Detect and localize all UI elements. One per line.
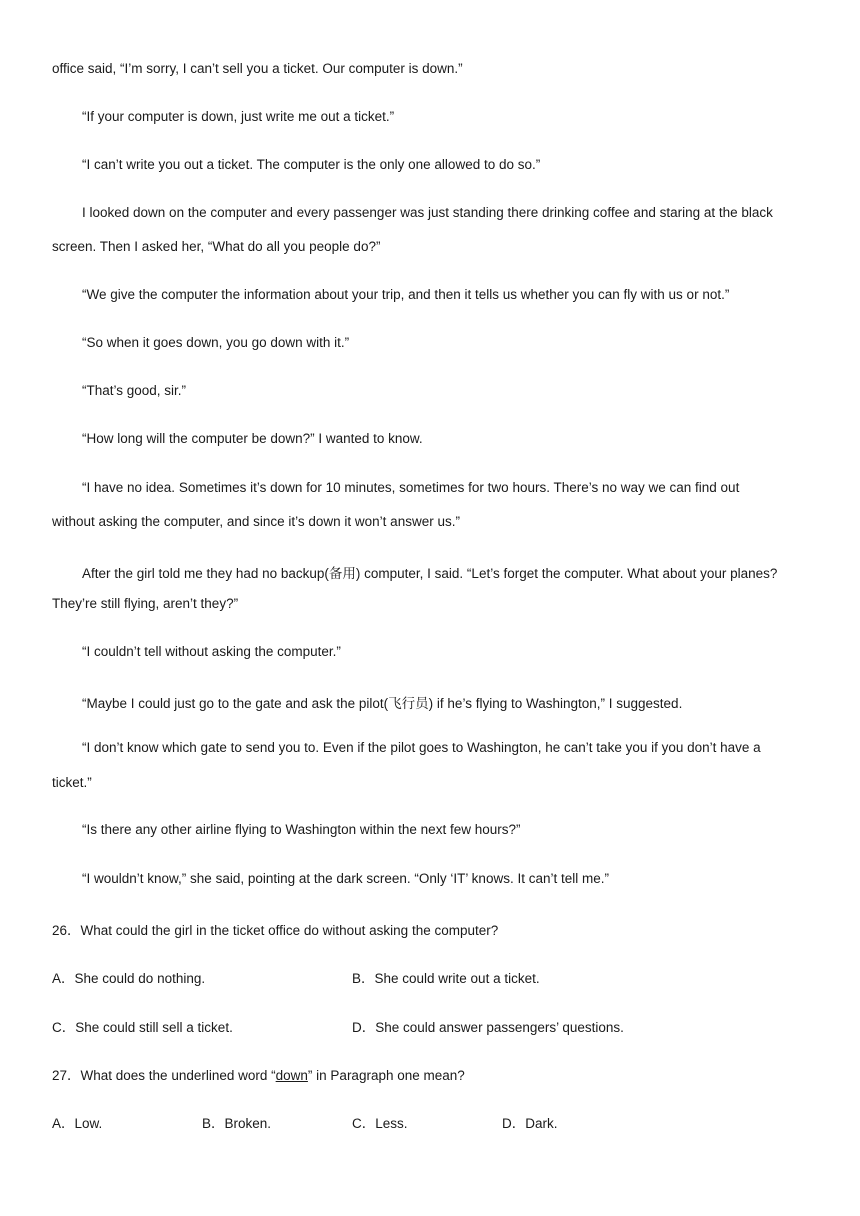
passage-line: office said, “I’m sorry, I can’t sell you a ticket. Our computer is down.” — [52, 61, 463, 76]
passage-line: screen. Then I asked her, “What do all you people do?” — [52, 239, 381, 254]
passage-line: “I have no idea. Sometimes it’s down for 10 minutes, sometimes for two hours. There’s no way we can find out — [82, 480, 740, 495]
question-27-option-b: B．Broken. — [202, 1116, 272, 1131]
question-26-option-d: D．She could answer passengers’ questions. — [352, 1020, 624, 1035]
passage-line: “I don’t know which gate to send you to. Even if the pilot goes to Washington, he can’t take you if you don’t have a — [82, 740, 761, 755]
question-27-option-d: D．Dark. — [502, 1116, 558, 1131]
question-26-option-a: A．She could do nothing. — [52, 971, 206, 986]
question-27-stem-pre: 27．What does the underlined word “ — [52, 1068, 276, 1083]
question-26-option-b: B．She could write out a ticket. — [352, 971, 540, 986]
passage-line: “Is there any other airline flying to Washington within the next few hours?” — [82, 822, 521, 837]
passage-line: ticket.” — [52, 775, 92, 790]
passage-line: “If your computer is down, just write me out a ticket.” — [82, 109, 395, 124]
passage-line: “That’s good, sir.” — [82, 383, 187, 398]
passage-line: “I couldn’t tell without asking the computer.” — [82, 644, 341, 659]
passage-line: without asking the computer, and since it’s down it won’t answer us.” — [52, 514, 460, 529]
question-27-stem-post: ” in Paragraph one mean? — [307, 1068, 465, 1083]
question-26-stem: 26．What could the girl in the ticket office do without asking the computer? — [52, 923, 499, 938]
question-26-option-c: C．She could still sell a ticket. — [52, 1020, 233, 1035]
passage-line: “Maybe I could just go to the gate and ask the pilot(飞行员) if he’s flying to Washington,” I suggested. — [82, 696, 683, 711]
passage-line: “We give the computer the information about your trip, and then it tells us whether you can fly with us or not.” — [82, 287, 730, 302]
passage-line: “I can’t write you out a ticket. The computer is the only one allowed to do so.” — [82, 157, 541, 172]
passage-line: I looked down on the computer and every passenger was just standing there drinking coffee and staring at the black — [82, 205, 773, 220]
passage-line: After the girl told me they had no backup(备用) computer, I said. “Let’s forget the computer. What about your planes? — [82, 566, 778, 581]
question-27-option-c: C．Less. — [352, 1116, 408, 1131]
passage-line: “So when it goes down, you go down with it.” — [82, 335, 350, 350]
question-27-stem — [52, 1064, 465, 1084]
question-27-option-a: A．Low. — [52, 1116, 103, 1131]
passage-line: They’re still flying, aren’t they?” — [52, 596, 239, 611]
underlined-word: down — [275, 1068, 308, 1083]
passage-line: “How long will the computer be down?” I wanted to know. — [82, 431, 423, 446]
passage-line: “I wouldn’t know,” she said, pointing at the dark screen. “Only ‘IT’ knows. It can’t tell me.” — [82, 871, 609, 886]
